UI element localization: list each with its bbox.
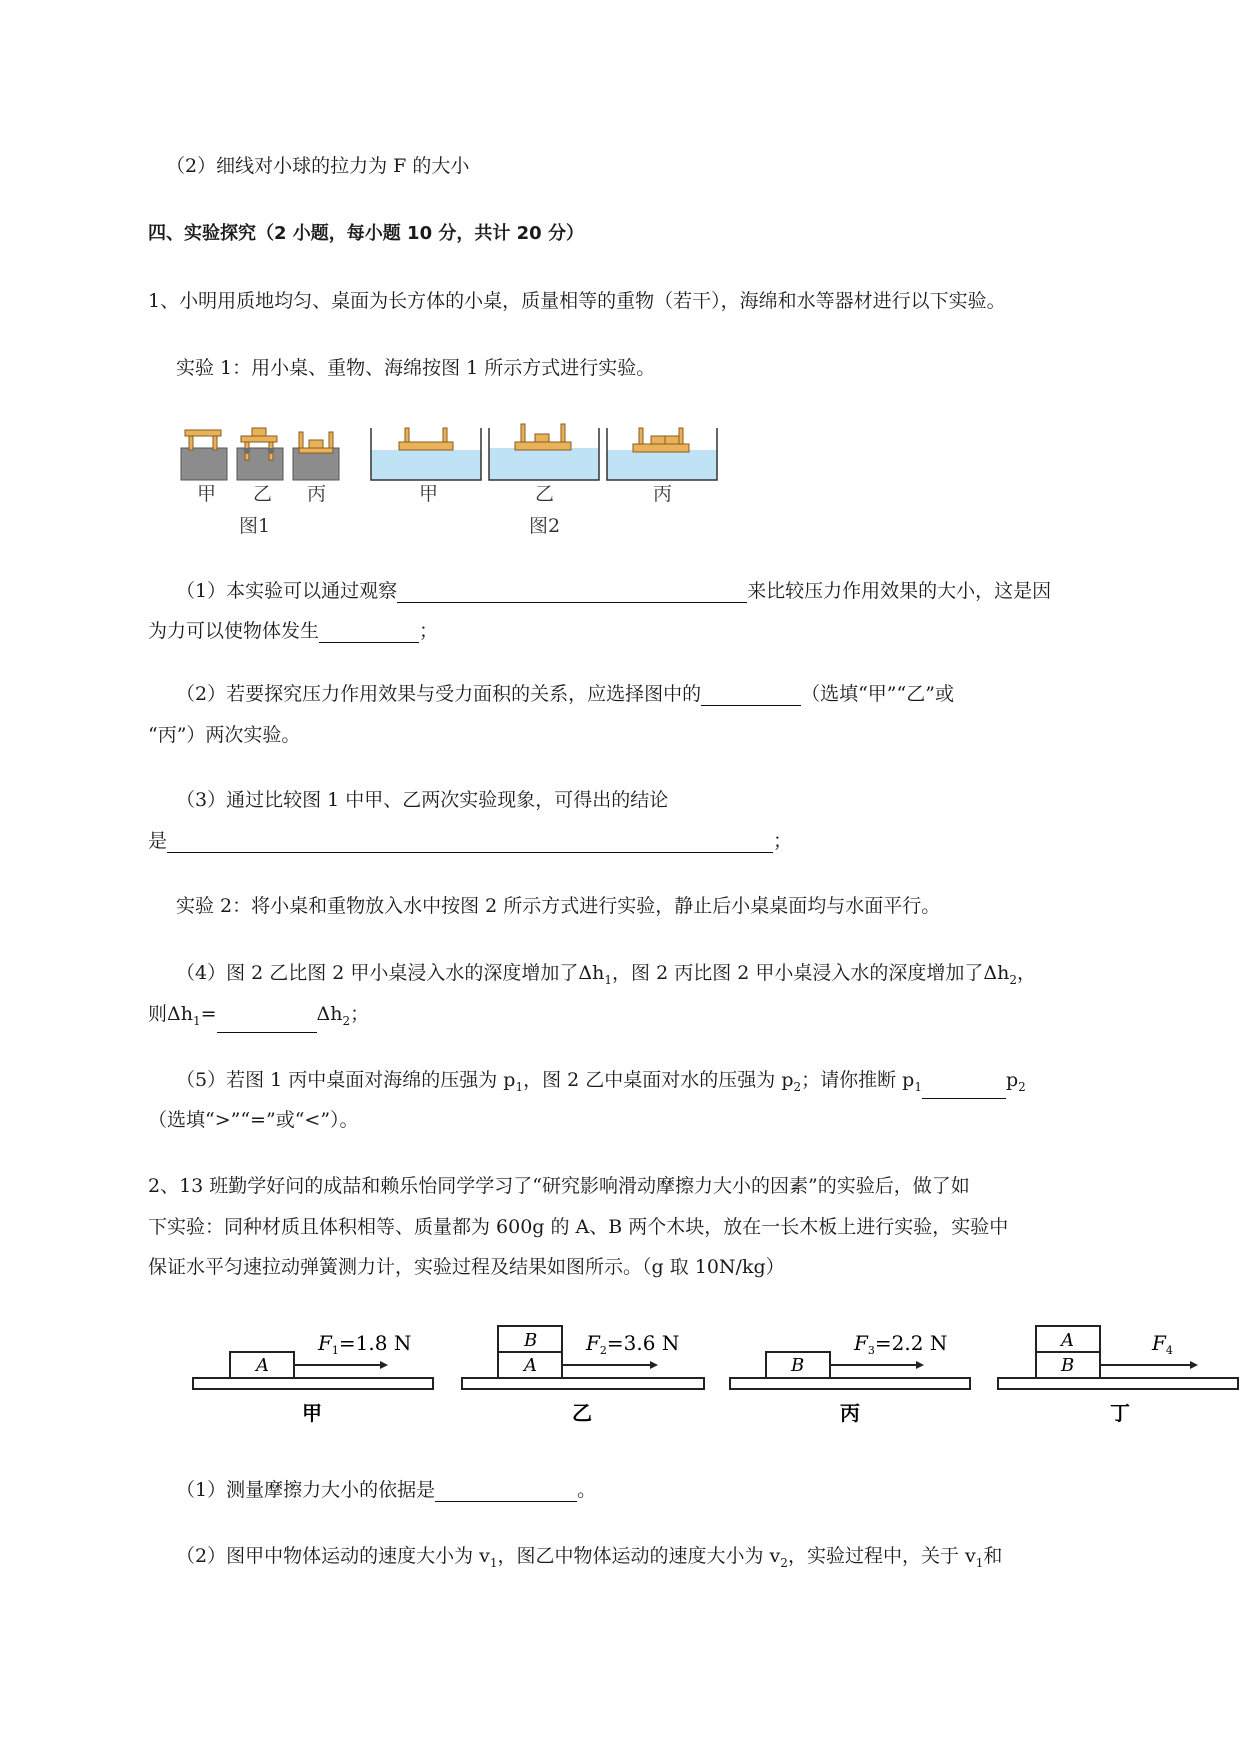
q2-part-1 <box>176 1478 596 1502</box>
q1-part-4-line1 <box>176 961 1036 992</box>
q1-p4-sub-a: 1 <box>604 972 613 987</box>
fig1-bing <box>293 432 339 480</box>
panel-label: 丙 <box>840 1401 860 1425</box>
force-label: $F_1=1.8$ N <box>318 1331 412 1357</box>
q2-p1-text-a: （1）测量摩擦力大小的依据是 <box>176 1479 436 1501</box>
q2-part-2 <box>176 1544 1002 1575</box>
fig1-caption: 图1 <box>239 515 271 537</box>
q1-p4-text-c: ， <box>1016 962 1036 984</box>
block-label-bottom: B <box>1061 1355 1075 1376</box>
q2-p2-text-d: 和 <box>983 1545 1003 1567</box>
fig2-label-jia: 甲 <box>419 483 439 505</box>
fig2-label-yi: 乙 <box>535 483 555 505</box>
friction-panel-yi <box>462 1326 704 1425</box>
q1-p1-text-a: （1）本实验可以通过观察 <box>176 580 398 602</box>
q1-p3-text-c: ； <box>773 830 793 852</box>
q1-p5-sub-b: 2 <box>793 1079 802 1094</box>
panel-label: 丁 <box>1110 1401 1130 1425</box>
q2-p2-text-c: ，实验过程中，关于 v <box>787 1545 976 1567</box>
figure-1-2 <box>175 420 735 550</box>
q1-part-4-line2 <box>148 1002 369 1033</box>
q1-intro: 1、小明用质地均匀、桌面为长方体的小桌，质量相等的重物（若干），海绵和水等器材进行以下实验。 <box>148 290 1006 312</box>
panel-label: 甲 <box>302 1401 322 1425</box>
answer-blank-3[interactable] <box>701 685 801 706</box>
q1-p4-text-f: Δh <box>316 1003 343 1025</box>
fig1-jia <box>181 430 227 480</box>
q1-part-5-line2: （选填“>”“=”或“<”）。 <box>148 1109 359 1131</box>
fig2-bing <box>607 428 717 480</box>
force-label: $F_2=3.6$ N <box>586 1331 680 1357</box>
force-label: $F_4$ <box>1152 1331 1173 1357</box>
block-label-bottom: A <box>524 1355 537 1376</box>
q2-intro-line1: 2、13 班勤学好问的成喆和赖乐怡同学学习了“研究影响滑动摩擦力大小的因素”的实验后，做了如 <box>148 1175 970 1197</box>
block-label-top: A <box>1061 1330 1074 1351</box>
q1-p4-sub-b: 2 <box>1009 972 1017 987</box>
answer-blank-7[interactable] <box>435 1481 577 1502</box>
friction-figure <box>190 1320 1241 1440</box>
q1-p5-text-a: （5）若图 1 丙中桌面对海绵的压强为 p <box>176 1069 516 1091</box>
q2-p2-text-a: （2）图甲中物体运动的速度大小为 v <box>176 1545 490 1567</box>
q2-p2-sub-1: 1 <box>489 1555 498 1570</box>
q1-p5-sub-d: 2 <box>1018 1079 1026 1094</box>
answer-blank-4[interactable] <box>167 832 773 853</box>
q1-p5-sub-a: 1 <box>515 1079 524 1094</box>
answer-blank-6[interactable] <box>922 1078 1006 1099</box>
q1-part-1-line2 <box>148 619 438 643</box>
q2-p2-sub-3: 1 <box>975 1555 984 1570</box>
fig1-yi <box>237 428 283 480</box>
q1-experiment-1: 实验 1：用小桌、重物、海绵按图 1 所示方式进行实验。 <box>176 357 656 379</box>
q1-part-5-line1 <box>176 1068 1026 1099</box>
q1-part-3-line2 <box>148 829 792 853</box>
friction-panel-ding <box>998 1326 1238 1425</box>
q1-p3-text-b: 是 <box>148 830 168 852</box>
prev-question-part-2: （2）细线对小球的拉力为 F 的大小 <box>166 155 470 177</box>
q1-p5-text-c: ；请你推断 p <box>801 1069 915 1091</box>
q1-p2-text-a: （2）若要探究压力作用效果与受力面积的关系，应选择图中的 <box>176 683 702 705</box>
q1-p1-text-b: 来比较压力作用效果的大小，这是因 <box>747 580 1052 602</box>
q2-intro-line2: 下实验：同种材质且体积相等、质量都为 600g 的 A、B 两个木块，放在一长木板上进行实验，实验中 <box>148 1216 1009 1238</box>
q1-p4-text-e: = <box>200 1003 217 1025</box>
fig1-label-bing: 丙 <box>307 483 327 505</box>
block-label: A <box>256 1355 269 1376</box>
fig2-label-bing: 丙 <box>653 483 673 505</box>
q2-p2-sub-2: 2 <box>780 1555 788 1570</box>
q1-part-2-line2: “丙”）两次实验。 <box>148 724 301 746</box>
q1-p5-text-d: p <box>1005 1069 1019 1091</box>
fig2-jia <box>371 428 481 480</box>
q1-part-2-line1 <box>176 682 954 706</box>
force-label: $F_3=2.2$ N <box>854 1331 948 1357</box>
q1-part-3-line1: （3）通过比较图 1 中甲、乙两次实验现象，可得出的结论 <box>176 789 669 811</box>
answer-blank-1[interactable] <box>397 582 747 603</box>
q2-p1-text-b: 。 <box>577 1479 597 1501</box>
friction-panel-bing <box>730 1331 970 1425</box>
q1-p4-text-g: ； <box>350 1003 370 1025</box>
q1-experiment-2: 实验 2：将小桌和重物放入水中按图 2 所示方式进行实验，静止后小桌桌面均与水面平行。 <box>176 895 941 917</box>
answer-blank-2[interactable] <box>319 622 419 643</box>
q1-p4-text-d: 则Δh <box>148 1003 193 1025</box>
q1-p5-sub-c: 1 <box>914 1079 922 1094</box>
q1-p4-sub-f: 2 <box>342 1013 351 1028</box>
block-label-top: B <box>524 1330 538 1351</box>
block-label: B <box>791 1355 805 1376</box>
section-title: 四、实验探究（2 小题，每小题 10 分，共计 20 分） <box>148 223 584 244</box>
q1-p4-text-b: ，图 2 丙比图 2 甲小桌浸入水的深度增加了Δh <box>612 962 1010 984</box>
fig1-label-jia: 甲 <box>197 483 217 505</box>
q1-p1-text-c: 为力可以使物体发生 <box>148 620 320 642</box>
q1-part-1-line1 <box>176 579 1051 603</box>
friction-panel-jia <box>193 1331 433 1425</box>
panel-label: 乙 <box>572 1401 592 1425</box>
answer-blank-5[interactable] <box>217 1012 317 1033</box>
q2-p2-text-b: ，图乙中物体运动的速度大小为 v <box>497 1545 781 1567</box>
q1-p5-text-b: ，图 2 乙中桌面对水的压强为 p <box>523 1069 794 1091</box>
q1-p2-text-b: （选填“甲”“乙”或 <box>801 683 954 705</box>
q1-p4-text-a: （4）图 2 乙比图 2 甲小桌浸入水的深度增加了Δh <box>176 962 605 984</box>
fig2-caption: 图2 <box>529 515 561 537</box>
q1-p1-text-d: ； <box>419 620 439 642</box>
fig1-label-yi: 乙 <box>253 483 273 505</box>
fig2-yi <box>489 424 599 480</box>
q2-intro-line3: 保证水平匀速拉动弹簧测力计，实验过程及结果如图所示。（g 取 10N/kg） <box>148 1256 785 1278</box>
q1-p4-sub-d: 1 <box>192 1013 201 1028</box>
